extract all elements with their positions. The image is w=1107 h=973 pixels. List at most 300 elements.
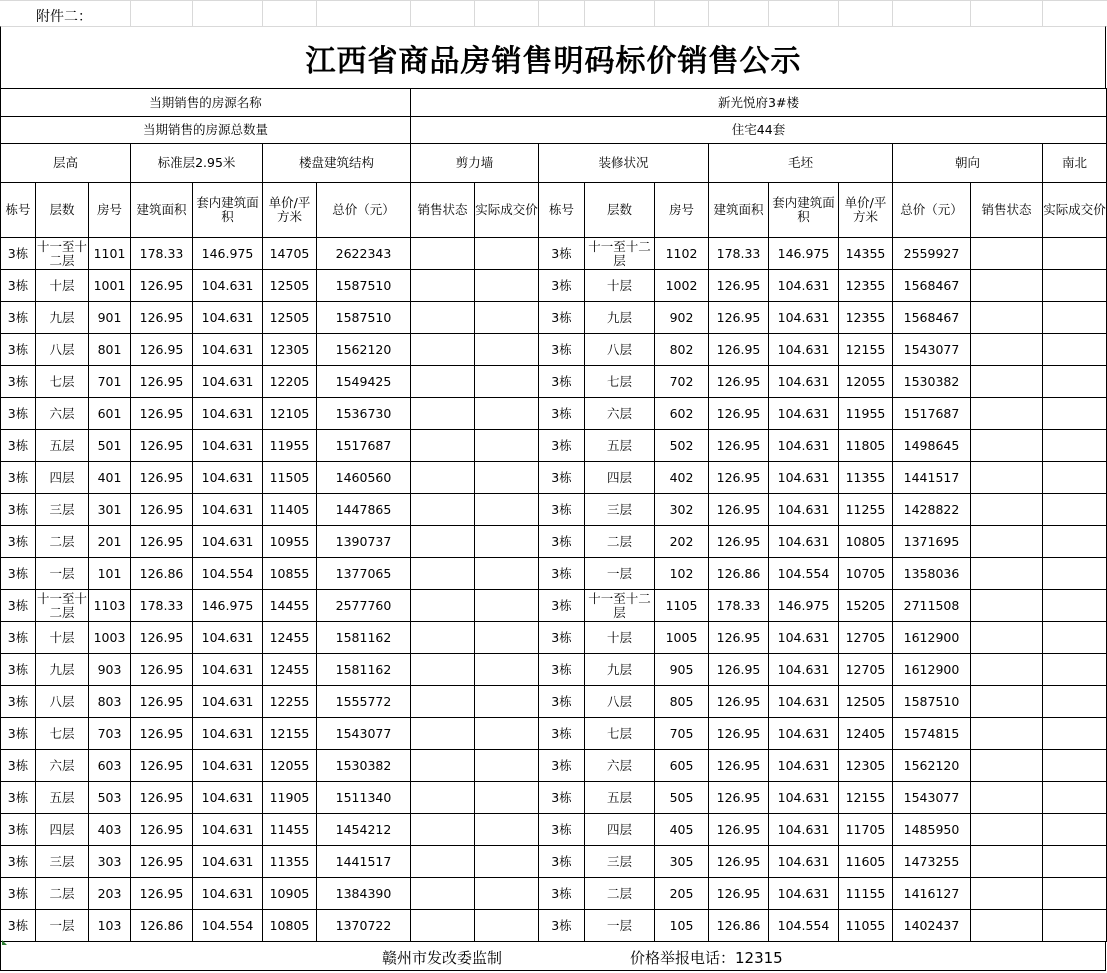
right-gross-area-cell: 178.33 bbox=[709, 238, 769, 270]
orientation-label: 朝向 bbox=[893, 144, 1043, 183]
right-floor-cell: 三层 bbox=[585, 846, 655, 878]
left-total-price-cell: 1562120 bbox=[317, 334, 411, 366]
left-gross-area-cell: 126.95 bbox=[131, 398, 193, 430]
right-gross-area-cell: 126.95 bbox=[709, 430, 769, 462]
left-unit-price-cell: 11505 bbox=[263, 462, 317, 494]
left-inner-area-cell: 104.631 bbox=[193, 494, 263, 526]
left-floor-cell: 五层 bbox=[36, 782, 89, 814]
right-gross-area-cell: 126.95 bbox=[709, 270, 769, 302]
right-room-cell: 205 bbox=[655, 878, 709, 910]
left-sale-status-cell bbox=[411, 366, 475, 398]
col-header-left-room: 房号 bbox=[89, 183, 131, 238]
right-gross-area-cell: 126.95 bbox=[709, 750, 769, 782]
left-room-cell: 1103 bbox=[89, 590, 131, 622]
right-building-cell: 3栋 bbox=[539, 558, 585, 590]
right-total-price-cell: 1574815 bbox=[893, 718, 971, 750]
right-floor-cell: 十层 bbox=[585, 622, 655, 654]
right-deal-price-cell bbox=[1043, 334, 1107, 366]
table-row bbox=[1, 654, 1107, 686]
left-floor-cell: 一层 bbox=[36, 558, 89, 590]
right-room-cell: 502 bbox=[655, 430, 709, 462]
left-deal-price-cell bbox=[475, 686, 539, 718]
left-floor-cell: 十层 bbox=[36, 270, 89, 302]
right-inner-area-cell: 104.631 bbox=[769, 270, 839, 302]
right-room-cell: 105 bbox=[655, 910, 709, 942]
left-unit-price-cell: 12455 bbox=[263, 622, 317, 654]
left-room-cell: 1001 bbox=[89, 270, 131, 302]
right-room-cell: 305 bbox=[655, 846, 709, 878]
left-floor-cell: 七层 bbox=[36, 366, 89, 398]
right-floor-cell: 三层 bbox=[585, 494, 655, 526]
table-row bbox=[1, 750, 1107, 782]
left-unit-price-cell: 10855 bbox=[263, 558, 317, 590]
project-name-label: 当期销售的房源名称 bbox=[1, 89, 411, 117]
left-total-price-cell: 1511340 bbox=[317, 782, 411, 814]
left-inner-area-cell: 104.631 bbox=[193, 846, 263, 878]
left-unit-price-cell: 12105 bbox=[263, 398, 317, 430]
right-sale-status-cell bbox=[971, 238, 1043, 270]
col-header-right-floor: 层数 bbox=[585, 183, 655, 238]
right-deal-price-cell bbox=[1043, 846, 1107, 878]
right-inner-area-cell: 104.631 bbox=[769, 526, 839, 558]
right-room-cell: 102 bbox=[655, 558, 709, 590]
left-sale-status-cell bbox=[411, 270, 475, 302]
left-sale-status-cell bbox=[411, 558, 475, 590]
right-gross-area-cell: 126.95 bbox=[709, 462, 769, 494]
right-building-cell: 3栋 bbox=[539, 398, 585, 430]
right-floor-cell: 十层 bbox=[585, 270, 655, 302]
col-header-right-total-price: 总价（元） bbox=[893, 183, 971, 238]
right-total-price-cell: 1543077 bbox=[893, 334, 971, 366]
left-floor-cell: 六层 bbox=[36, 398, 89, 430]
right-inner-area-cell: 104.631 bbox=[769, 398, 839, 430]
right-deal-price-cell bbox=[1043, 718, 1107, 750]
right-room-cell: 705 bbox=[655, 718, 709, 750]
right-inner-area-cell: 104.631 bbox=[769, 750, 839, 782]
left-total-price-cell: 1454212 bbox=[317, 814, 411, 846]
col-header-left-gross-area: 建筑面积 bbox=[131, 183, 193, 238]
left-inner-area-cell: 146.975 bbox=[193, 238, 263, 270]
left-gross-area-cell: 126.95 bbox=[131, 750, 193, 782]
left-floor-cell: 十一至十二层 bbox=[36, 238, 87, 268]
right-gross-area-cell: 126.86 bbox=[709, 910, 769, 942]
right-building-cell: 3栋 bbox=[539, 334, 585, 366]
table-row bbox=[1, 398, 1107, 430]
footer-supervisor: 赣州市发改委监制 bbox=[382, 949, 503, 967]
table-row bbox=[1, 430, 1107, 462]
right-inner-area-cell: 104.631 bbox=[769, 686, 839, 718]
col-header-right-gross-area: 建筑面积 bbox=[709, 183, 769, 238]
right-unit-price-cell: 11605 bbox=[839, 846, 893, 878]
left-deal-price-cell bbox=[475, 526, 539, 558]
right-floor-cell: 八层 bbox=[585, 686, 655, 718]
right-deal-price-cell bbox=[1043, 782, 1107, 814]
left-room-cell: 803 bbox=[89, 686, 131, 718]
right-floor-cell: 二层 bbox=[585, 526, 655, 558]
right-gross-area-cell: 126.95 bbox=[709, 814, 769, 846]
right-deal-price-cell bbox=[1043, 654, 1107, 686]
right-deal-price-cell bbox=[1043, 238, 1107, 270]
right-room-cell: 605 bbox=[655, 750, 709, 782]
left-floor-cell: 二层 bbox=[36, 526, 89, 558]
right-room-cell: 1002 bbox=[655, 270, 709, 302]
left-unit-price-cell: 11405 bbox=[263, 494, 317, 526]
left-inner-area-cell: 104.631 bbox=[193, 750, 263, 782]
right-sale-status-cell bbox=[971, 590, 1043, 622]
left-room-cell: 301 bbox=[89, 494, 131, 526]
right-room-cell: 902 bbox=[655, 302, 709, 334]
left-building-cell: 3栋 bbox=[1, 430, 36, 462]
col-header-left-deal-price: 实际成交价 bbox=[475, 183, 539, 238]
right-sale-status-cell bbox=[971, 462, 1043, 494]
left-room-cell: 701 bbox=[89, 366, 131, 398]
left-gross-area-cell: 126.95 bbox=[131, 846, 193, 878]
col-header-left-total-price: 总价（元） bbox=[317, 183, 411, 238]
left-room-cell: 101 bbox=[89, 558, 131, 590]
left-floor-cell: 六层 bbox=[36, 750, 89, 782]
right-unit-price-cell: 10705 bbox=[839, 558, 893, 590]
left-room-cell: 401 bbox=[89, 462, 131, 494]
left-inner-area-cell: 104.631 bbox=[193, 814, 263, 846]
col-header-left-floor: 层数 bbox=[36, 183, 89, 238]
right-floor-cell: 五层 bbox=[585, 782, 655, 814]
left-gross-area-cell: 126.86 bbox=[131, 910, 193, 942]
left-building-cell: 3栋 bbox=[1, 398, 36, 430]
right-gross-area-cell: 126.95 bbox=[709, 622, 769, 654]
right-gross-area-cell: 126.95 bbox=[709, 718, 769, 750]
left-unit-price-cell: 11355 bbox=[263, 846, 317, 878]
table-row bbox=[1, 814, 1107, 846]
floor-height-label: 层高 bbox=[1, 144, 131, 183]
left-floor-cell: 四层 bbox=[36, 814, 89, 846]
orientation-value: 南北 bbox=[1043, 144, 1107, 183]
left-total-price-cell: 1581162 bbox=[317, 622, 411, 654]
right-floor-cell: 七层 bbox=[585, 718, 655, 750]
left-sale-status-cell bbox=[411, 878, 475, 910]
left-inner-area-cell: 104.631 bbox=[193, 622, 263, 654]
left-sale-status-cell bbox=[411, 654, 475, 686]
right-total-price-cell: 1517687 bbox=[893, 398, 971, 430]
left-building-cell: 3栋 bbox=[1, 910, 36, 942]
right-sale-status-cell bbox=[971, 366, 1043, 398]
left-total-price-cell: 1441517 bbox=[317, 846, 411, 878]
right-deal-price-cell bbox=[1043, 558, 1107, 590]
right-unit-price-cell: 12155 bbox=[839, 334, 893, 366]
left-floor-cell: 五层 bbox=[36, 430, 89, 462]
left-deal-price-cell bbox=[475, 302, 539, 334]
right-total-price-cell: 1402437 bbox=[893, 910, 971, 942]
col-header-left-inner-area: 套内建筑面积 bbox=[193, 183, 263, 238]
right-deal-price-cell bbox=[1043, 270, 1107, 302]
left-building-cell: 3栋 bbox=[1, 494, 36, 526]
left-gross-area-cell: 126.86 bbox=[131, 558, 193, 590]
left-total-price-cell: 1447865 bbox=[317, 494, 411, 526]
left-unit-price-cell: 12455 bbox=[263, 654, 317, 686]
right-gross-area-cell: 126.95 bbox=[709, 654, 769, 686]
left-unit-price-cell: 12505 bbox=[263, 302, 317, 334]
left-room-cell: 903 bbox=[89, 654, 131, 686]
left-deal-price-cell bbox=[475, 238, 539, 270]
right-gross-area-cell: 126.95 bbox=[709, 782, 769, 814]
right-inner-area-cell: 104.554 bbox=[769, 910, 839, 942]
col-header-right-sale-status: 销售状态 bbox=[971, 183, 1043, 238]
left-deal-price-cell bbox=[475, 430, 539, 462]
left-building-cell: 3栋 bbox=[1, 366, 36, 398]
left-deal-price-cell bbox=[475, 494, 539, 526]
right-inner-area-cell: 104.631 bbox=[769, 718, 839, 750]
right-sale-status-cell bbox=[971, 750, 1043, 782]
right-deal-price-cell bbox=[1043, 622, 1107, 654]
right-building-cell: 3栋 bbox=[539, 622, 585, 654]
left-deal-price-cell bbox=[475, 622, 539, 654]
right-inner-area-cell: 146.975 bbox=[769, 238, 839, 270]
left-unit-price-cell: 10955 bbox=[263, 526, 317, 558]
left-floor-cell: 七层 bbox=[36, 718, 89, 750]
right-deal-price-cell bbox=[1043, 590, 1107, 622]
left-deal-price-cell bbox=[475, 398, 539, 430]
right-room-cell: 202 bbox=[655, 526, 709, 558]
right-room-cell: 302 bbox=[655, 494, 709, 526]
right-floor-cell: 七层 bbox=[585, 366, 655, 398]
left-room-cell: 703 bbox=[89, 718, 131, 750]
right-floor-cell: 九层 bbox=[585, 302, 655, 334]
floor-height-value: 标准层2.95米 bbox=[131, 144, 263, 183]
right-building-cell: 3栋 bbox=[539, 462, 585, 494]
right-total-price-cell: 1473255 bbox=[893, 846, 971, 878]
right-inner-area-cell: 104.631 bbox=[769, 846, 839, 878]
right-sale-status-cell bbox=[971, 494, 1043, 526]
right-deal-price-cell bbox=[1043, 302, 1107, 334]
right-sale-status-cell bbox=[971, 846, 1043, 878]
table-row bbox=[1, 494, 1107, 526]
right-deal-price-cell bbox=[1043, 750, 1107, 782]
right-sale-status-cell bbox=[971, 814, 1043, 846]
right-sale-status-cell bbox=[971, 558, 1043, 590]
left-inner-area-cell: 104.631 bbox=[193, 270, 263, 302]
left-gross-area-cell: 126.95 bbox=[131, 430, 193, 462]
right-unit-price-cell: 12305 bbox=[839, 750, 893, 782]
left-building-cell: 3栋 bbox=[1, 654, 36, 686]
right-unit-price-cell: 12705 bbox=[839, 622, 893, 654]
left-sale-status-cell bbox=[411, 494, 475, 526]
left-total-price-cell: 1390737 bbox=[317, 526, 411, 558]
table-row bbox=[1, 590, 1107, 622]
left-sale-status-cell bbox=[411, 430, 475, 462]
left-deal-price-cell bbox=[475, 654, 539, 686]
right-building-cell: 3栋 bbox=[539, 910, 585, 942]
left-sale-status-cell bbox=[411, 782, 475, 814]
left-room-cell: 601 bbox=[89, 398, 131, 430]
left-sale-status-cell bbox=[411, 302, 475, 334]
right-total-price-cell: 1371695 bbox=[893, 526, 971, 558]
left-total-price-cell: 1517687 bbox=[317, 430, 411, 462]
left-inner-area-cell: 104.631 bbox=[193, 878, 263, 910]
right-sale-status-cell bbox=[971, 334, 1043, 366]
right-floor-cell: 四层 bbox=[585, 814, 655, 846]
right-sale-status-cell bbox=[971, 622, 1043, 654]
right-sale-status-cell bbox=[971, 526, 1043, 558]
left-sale-status-cell bbox=[411, 238, 475, 270]
left-gross-area-cell: 178.33 bbox=[131, 238, 193, 270]
right-inner-area-cell: 104.631 bbox=[769, 494, 839, 526]
left-room-cell: 1003 bbox=[89, 622, 131, 654]
right-room-cell: 905 bbox=[655, 654, 709, 686]
left-floor-cell: 十一至十二层 bbox=[36, 590, 87, 620]
left-deal-price-cell bbox=[475, 270, 539, 302]
left-floor-cell: 二层 bbox=[36, 878, 89, 910]
left-floor-cell: 三层 bbox=[36, 846, 89, 878]
left-sale-status-cell bbox=[411, 622, 475, 654]
left-inner-area-cell: 104.631 bbox=[193, 366, 263, 398]
right-floor-cell: 六层 bbox=[585, 750, 655, 782]
right-inner-area-cell: 104.631 bbox=[769, 366, 839, 398]
right-gross-area-cell: 126.95 bbox=[709, 846, 769, 878]
left-unit-price-cell: 12505 bbox=[263, 270, 317, 302]
left-building-cell: 3栋 bbox=[1, 686, 36, 718]
left-inner-area-cell: 104.631 bbox=[193, 686, 263, 718]
left-room-cell: 801 bbox=[89, 334, 131, 366]
right-inner-area-cell: 104.631 bbox=[769, 430, 839, 462]
table-row bbox=[1, 302, 1107, 334]
right-total-price-cell: 1568467 bbox=[893, 302, 971, 334]
left-room-cell: 203 bbox=[89, 878, 131, 910]
left-floor-cell: 八层 bbox=[36, 334, 89, 366]
right-unit-price-cell: 15205 bbox=[839, 590, 893, 622]
left-unit-price-cell: 14705 bbox=[263, 238, 317, 270]
col-header-right-deal-price: 实际成交价 bbox=[1043, 183, 1107, 238]
left-total-price-cell: 1549425 bbox=[317, 366, 411, 398]
right-total-price-cell: 1562120 bbox=[893, 750, 971, 782]
right-inner-area-cell: 104.631 bbox=[769, 782, 839, 814]
right-unit-price-cell: 12705 bbox=[839, 654, 893, 686]
right-gross-area-cell: 178.33 bbox=[709, 590, 769, 622]
price-table bbox=[0, 88, 1107, 942]
right-floor-cell: 四层 bbox=[585, 462, 655, 494]
right-building-cell: 3栋 bbox=[539, 526, 585, 558]
left-room-cell: 503 bbox=[89, 782, 131, 814]
table-row bbox=[1, 366, 1107, 398]
left-building-cell: 3栋 bbox=[1, 750, 36, 782]
right-unit-price-cell: 11805 bbox=[839, 430, 893, 462]
right-room-cell: 802 bbox=[655, 334, 709, 366]
right-sale-status-cell bbox=[971, 718, 1043, 750]
left-inner-area-cell: 146.975 bbox=[193, 590, 263, 622]
left-deal-price-cell bbox=[475, 750, 539, 782]
left-deal-price-cell bbox=[475, 462, 539, 494]
right-sale-status-cell bbox=[971, 686, 1043, 718]
right-total-price-cell: 2711508 bbox=[893, 590, 971, 622]
table-row bbox=[1, 686, 1107, 718]
right-unit-price-cell: 12355 bbox=[839, 302, 893, 334]
left-inner-area-cell: 104.631 bbox=[193, 302, 263, 334]
footer-hotline: 价格举报电话：12315 bbox=[630, 949, 783, 967]
right-total-price-cell: 1543077 bbox=[893, 782, 971, 814]
cell-marker-icon bbox=[2, 940, 7, 945]
right-unit-price-cell: 11955 bbox=[839, 398, 893, 430]
col-header-left-unit-price: 单价/平方米 bbox=[263, 183, 317, 238]
right-building-cell: 3栋 bbox=[539, 814, 585, 846]
left-floor-cell: 一层 bbox=[36, 910, 89, 942]
right-unit-price-cell: 12055 bbox=[839, 366, 893, 398]
right-room-cell: 402 bbox=[655, 462, 709, 494]
left-unit-price-cell: 12305 bbox=[263, 334, 317, 366]
right-room-cell: 505 bbox=[655, 782, 709, 814]
left-inner-area-cell: 104.631 bbox=[193, 430, 263, 462]
table-row bbox=[1, 462, 1107, 494]
left-total-price-cell: 1460560 bbox=[317, 462, 411, 494]
right-gross-area-cell: 126.95 bbox=[709, 686, 769, 718]
left-room-cell: 103 bbox=[89, 910, 131, 942]
table-row bbox=[1, 238, 1107, 270]
left-inner-area-cell: 104.631 bbox=[193, 782, 263, 814]
left-total-price-cell: 2577760 bbox=[317, 590, 411, 622]
left-building-cell: 3栋 bbox=[1, 718, 36, 750]
left-sale-status-cell bbox=[411, 718, 475, 750]
left-building-cell: 3栋 bbox=[1, 270, 36, 302]
right-building-cell: 3栋 bbox=[539, 238, 585, 270]
left-sale-status-cell bbox=[411, 814, 475, 846]
left-room-cell: 1101 bbox=[89, 238, 131, 270]
right-total-price-cell: 1485950 bbox=[893, 814, 971, 846]
right-gross-area-cell: 126.95 bbox=[709, 366, 769, 398]
right-room-cell: 805 bbox=[655, 686, 709, 718]
right-room-cell: 1105 bbox=[655, 590, 709, 622]
left-building-cell: 3栋 bbox=[1, 622, 36, 654]
table-row bbox=[1, 270, 1107, 302]
left-gross-area-cell: 126.95 bbox=[131, 878, 193, 910]
right-sale-status-cell bbox=[971, 654, 1043, 686]
attachment-label: 附件二： bbox=[36, 9, 92, 25]
left-inner-area-cell: 104.631 bbox=[193, 334, 263, 366]
right-total-price-cell: 1587510 bbox=[893, 686, 971, 718]
right-unit-price-cell: 11355 bbox=[839, 462, 893, 494]
left-gross-area-cell: 178.33 bbox=[131, 590, 193, 622]
right-floor-cell: 一层 bbox=[585, 558, 655, 590]
right-sale-status-cell bbox=[971, 782, 1043, 814]
right-deal-price-cell bbox=[1043, 686, 1107, 718]
right-deal-price-cell bbox=[1043, 494, 1107, 526]
left-deal-price-cell bbox=[475, 910, 539, 942]
left-gross-area-cell: 126.95 bbox=[131, 494, 193, 526]
right-inner-area-cell: 146.975 bbox=[769, 590, 839, 622]
right-sale-status-cell bbox=[971, 398, 1043, 430]
left-unit-price-cell: 12055 bbox=[263, 750, 317, 782]
right-gross-area-cell: 126.95 bbox=[709, 494, 769, 526]
right-floor-cell: 五层 bbox=[585, 430, 655, 462]
total-units-label: 当期销售的房源总数量 bbox=[1, 117, 411, 144]
left-sale-status-cell bbox=[411, 398, 475, 430]
right-unit-price-cell: 11705 bbox=[839, 814, 893, 846]
left-gross-area-cell: 126.95 bbox=[131, 334, 193, 366]
right-room-cell: 405 bbox=[655, 814, 709, 846]
left-floor-cell: 八层 bbox=[36, 686, 89, 718]
right-building-cell: 3栋 bbox=[539, 590, 585, 622]
right-gross-area-cell: 126.86 bbox=[709, 558, 769, 590]
left-inner-area-cell: 104.631 bbox=[193, 654, 263, 686]
left-gross-area-cell: 126.95 bbox=[131, 686, 193, 718]
left-deal-price-cell bbox=[475, 814, 539, 846]
structure-label: 楼盘建筑结构 bbox=[263, 144, 411, 183]
col-header-right-building: 栋号 bbox=[539, 183, 585, 238]
right-gross-area-cell: 126.95 bbox=[709, 398, 769, 430]
right-room-cell: 602 bbox=[655, 398, 709, 430]
col-header-right-room: 房号 bbox=[655, 183, 709, 238]
left-gross-area-cell: 126.95 bbox=[131, 526, 193, 558]
right-deal-price-cell bbox=[1043, 878, 1107, 910]
right-building-cell: 3栋 bbox=[539, 494, 585, 526]
left-room-cell: 201 bbox=[89, 526, 131, 558]
left-building-cell: 3栋 bbox=[1, 878, 36, 910]
